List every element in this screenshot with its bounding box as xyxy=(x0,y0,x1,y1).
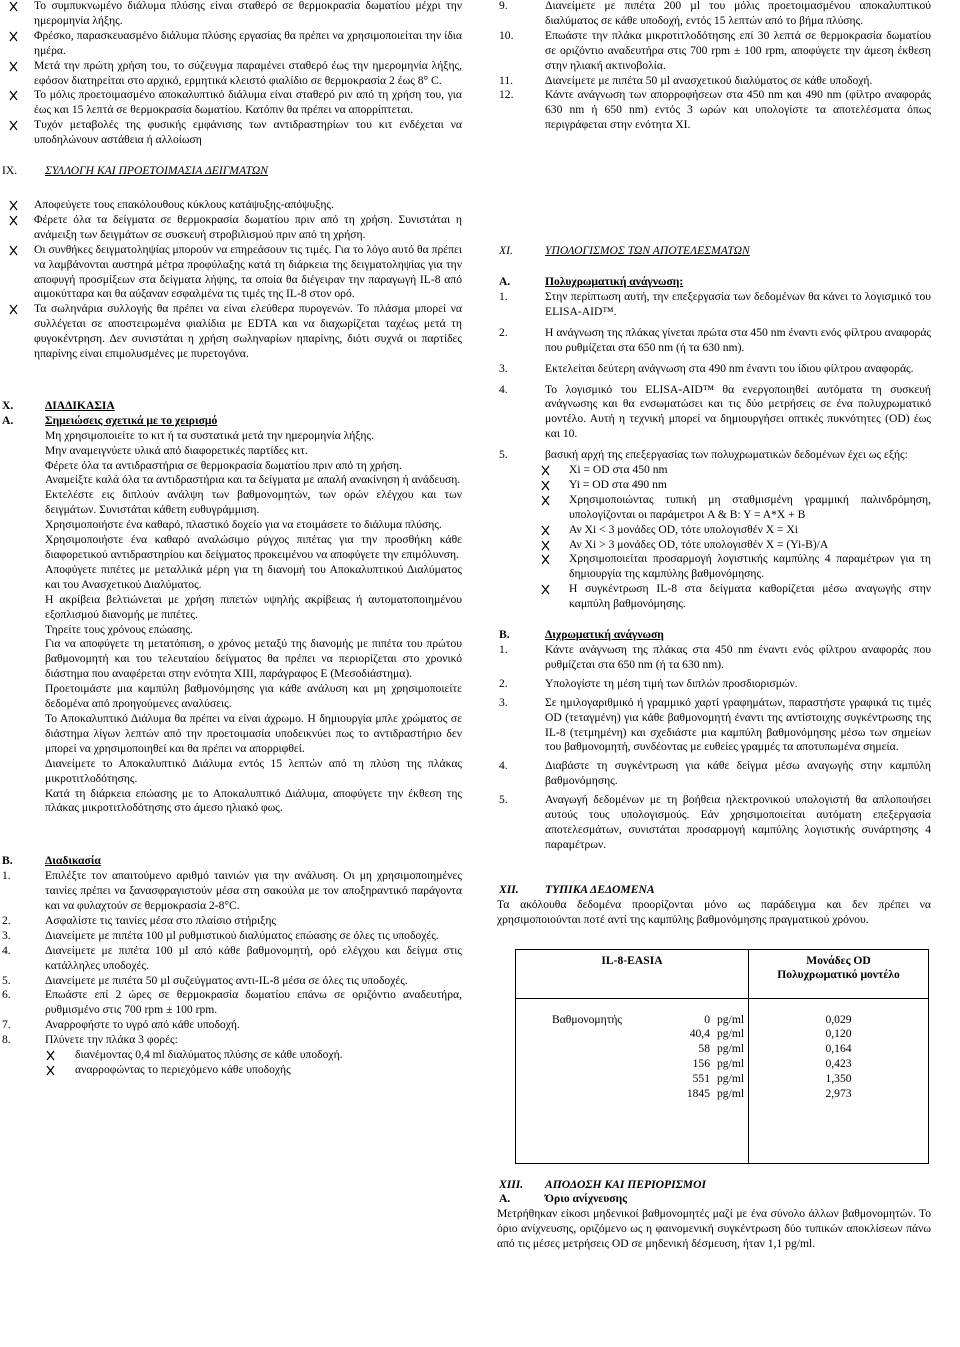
procedure-step xyxy=(0,988,462,1018)
subsection-heading-a xyxy=(497,275,931,290)
step-text: Ασφαλίστε τις ταινίες μέσα στο πλαίσιο στήριξης xyxy=(45,913,276,927)
table-header-assay: IL-8-EASIA xyxy=(516,949,749,998)
bullet-text: Οι συνθήκες δειγματοληψίας μπορούν να επηρεάσουν τις τιμές. Για το λόγο αυτό θα πρέπει να λαμβάνονται αυστηρά μέτρα προφύλαξης κατά τη διάρκεια της δειγματοληψίας για την αποφυγή προσμίξεων στα δείγματα λήψης, τα οποία θα διέγειραν την παραγωγή IL-8 από αιμοκύτταρα και θα αύξαναν εσφαλμένα τις τιμές της IL-8 στον ορό. xyxy=(34,242,462,301)
bullet-item xyxy=(497,552,931,582)
note-paragraph: Το Αποκαλυπτικό Διάλυμα θα πρέπει να είναι άχρωμο. Η δημιουργία μπλε χρώματος σε διάστημα λίγων λεπτών από την προετοιμασία υποδεικνύει πως το αντιδραστήριο δεν μπορεί να χρησιμοποιηθεί και θα πρέπει να απορριφθεί. xyxy=(45,711,462,755)
procedure-step xyxy=(0,1018,462,1033)
calibrator-value: 0 xyxy=(704,1012,710,1026)
step-number: 10. xyxy=(499,28,514,42)
bullet-item xyxy=(497,493,931,523)
od-value: 2,973 xyxy=(825,1087,852,1101)
note-paragraph: Κατά τη διάρκεια επώασης με το Αποκαλυπτικό Διάλυμα, αποφύγετε την έκθεση της πλάκας μικροτιτλοδότησης στο άμεσο ηλιακό φως. xyxy=(45,786,462,815)
step-number: 2. xyxy=(499,676,508,690)
step-number: 8. xyxy=(2,1033,11,1047)
table-row xyxy=(670,1057,744,1072)
bullet-item xyxy=(0,302,462,362)
procedure-step xyxy=(0,914,462,929)
calibrator-label: Βαθμονομητής xyxy=(552,1012,623,1026)
calc-step xyxy=(497,793,931,853)
section-number: XI. xyxy=(499,244,513,258)
step-number: 1. xyxy=(499,643,508,656)
bullet-text: διανέμοντας 0,4 ml διαλύματος πλύσης σε κάθε υποδοχή. xyxy=(75,1048,343,1062)
step-number: 3. xyxy=(2,928,11,942)
note-paragraph: Εκτελέστε εις διπλούν ανάλψη των βαθμονομητών, των ορών ελέγχου και των δειγμάτων. Συνιστάται κάθετη ευθυγράμμιση. xyxy=(45,488,462,517)
procedure-step xyxy=(497,88,931,133)
note-paragraph: Τηρείτε τους χρόνους επώασης. xyxy=(45,622,193,636)
step-number: 5. xyxy=(499,793,508,807)
bullet-icon xyxy=(46,1048,57,1061)
section-heading-xii xyxy=(497,883,931,898)
bullet-text: Φρέσκο, παρασκευασμένο διάλυμα πλύσης εργασίας θα πρέπει να χρησιμοποιείται την ίδια ημέρα. xyxy=(34,28,462,57)
table-row xyxy=(670,1072,744,1087)
calibrator-cell xyxy=(516,998,749,1163)
bullet-item xyxy=(497,463,931,478)
table-row xyxy=(670,1087,744,1102)
dichromatic-steps xyxy=(497,643,931,853)
bullet-icon xyxy=(9,118,20,131)
od-values-cell xyxy=(749,998,929,1163)
bullet-item xyxy=(0,1048,462,1063)
polychromatic-model-label: Πολυχρωματικό μοντέλο xyxy=(777,968,900,982)
calibrator-value: 1845 xyxy=(686,1087,710,1101)
step-text: Διανείμετε με πιπέτα 200 µl του μόλις προετοιμασμένου αποκαλυπτικού διαλύματος σε κάθε υποδοχή, εντός 15 λεπτών από το βήμα πλύσης. xyxy=(545,0,931,27)
step-number: 11. xyxy=(499,73,514,87)
typical-data-intro: Τα ακόλουθα δεδομένα προορίζονται μόνο ως παράδειγμα και δεν πρέπει να χρησιμοποιούνται ποτέ αντί της καμπύλης βαθμονόμησης πραγματικού χρόνου. xyxy=(497,897,931,926)
note-paragraph: Μη χρησιμοποιείτε το κιτ ή τα συστατικά μετά την ημερομηνία λήξης. xyxy=(45,428,374,442)
bullet-icon xyxy=(9,88,20,101)
section-number: XIII. xyxy=(499,1177,524,1191)
bullet-item xyxy=(0,198,462,213)
bullet-item xyxy=(0,0,462,29)
subsection-heading-a xyxy=(497,1192,931,1207)
bullet-item xyxy=(0,118,462,148)
calc-step xyxy=(497,383,931,443)
bullet-icon xyxy=(9,243,20,256)
step-number: 1. xyxy=(499,289,508,303)
section-title: ΑΠΟΔΟΣΗ ΚΑΙ ΠΕΡΙΟΡΙΣΜΟΙ xyxy=(545,1177,706,1191)
procedure-step xyxy=(0,929,462,944)
note-paragraph: Φέρετε όλα τα αντιδραστήρια σε θερμοκρασία δωματίου πριν από τη χρήση. xyxy=(45,458,402,472)
procedure-step xyxy=(0,974,462,989)
calc-step xyxy=(497,677,931,692)
bullet-icon xyxy=(541,552,550,565)
bullet-item xyxy=(0,213,462,243)
step-number: 1. xyxy=(2,869,11,883)
calibrator-unit: pg/ml xyxy=(717,1057,745,1071)
od-value: 0,120 xyxy=(825,1027,852,1041)
calibrator-block xyxy=(520,1013,744,1102)
section-number: X. xyxy=(2,398,14,412)
od-units-label: Μονάδες OD xyxy=(806,953,871,967)
step-number: 2. xyxy=(499,325,508,339)
bullet-text: Αν Xi > 3 μονάδες OD, τότε υπολογισθέν X = (Yi-B)/A xyxy=(569,537,829,551)
subsection-number: B. xyxy=(2,854,13,868)
step-number: 6. xyxy=(2,988,11,1002)
step-text: Πλύνετε την πλάκα 3 φορές: xyxy=(45,1033,178,1047)
calc-step xyxy=(497,643,931,673)
step-text: Στην περίπτωση αυτή, την επεξεργασία των δεδομένων θα κάνει το λογισμικό του ELISA-AID™. xyxy=(545,289,931,318)
note-paragraph: Μην αναμειγνύετε υλικά από διαφορετικές παρτίδες κιτ. xyxy=(45,443,308,457)
bullet-item xyxy=(0,1063,462,1078)
table-header-row xyxy=(516,949,929,998)
table-row xyxy=(670,1013,744,1028)
calc-step xyxy=(497,759,931,789)
bullet-text: Το συμπυκνωμένο διάλυμα πλύσης είναι σταθερό σε θερμοκρασία δωματίου μέχρι την ημερομηνία λήξης. xyxy=(34,0,462,27)
od-value: 0,029 xyxy=(825,1012,852,1026)
od-value: 0,423 xyxy=(825,1057,852,1071)
step-text: Εκτελείται δεύτερη ανάγνωση στα 490 nm έναντι του ίδιου φίλτρου αναφοράς. xyxy=(545,361,914,375)
bullet-icon xyxy=(9,213,20,226)
bullet-text: Φέρετε όλα τα δείγματα σε θερμοκρασία δωματίου πριν από τη χρήση. Συνιστάται η ανάμειξη των δειγμάτων σε συσκευή στροβιλισμού πριν από τη χρήση. xyxy=(34,212,462,241)
bullet-text: Τα σωληνάρια συλλογής θα πρέπει να είναι ελεύθερα πυρογενών. Το πλάσμα μπορεί να συλλέγεται σε αποστειρωμένα φιαλίδια με EDTA και να διαχωρίζεται ταχέως μετά τη φυγοκέντρηση. Δεν συνιστάται η χρήση σωληναρίων ηπαρίνης, διότι συχνά οι παρτίδες ηπαρίνης είναι επιμολυσμένες με πυρετογόνα. xyxy=(34,302,462,361)
section-title: ΣΥΛΛΟΓΗ ΚΑΙ ΠΡΟΕΤΟΙΜΑΣΙΑ ΔΕΙΓΜΑΤΩΝ xyxy=(45,164,268,178)
bullet-icon xyxy=(9,29,20,42)
note-paragraph: Διανείμετε το Αποκαλυπτικό Διάλυμα εντός 15 λεπτών από τη πλύση της πλάκας μικροτιτλοδότησης. xyxy=(45,756,462,785)
subsection-title: Διαδικασία xyxy=(45,854,101,868)
calibrator-unit: pg/ml xyxy=(717,1087,745,1101)
bullet-text: Xi = OD στα 450 nm xyxy=(569,463,668,477)
step-text: βασική αρχή της επεξεργασίας των πολυχρωματικών δεδομένων έχει ως εξής: xyxy=(545,448,908,462)
procedure-step xyxy=(497,74,931,89)
bullet-item xyxy=(497,523,931,538)
calibrator-values xyxy=(670,1013,744,1102)
procedure-step xyxy=(497,0,931,29)
note-paragraph: Αποφύγετε πιπέτες με μεταλλικά μέρη για τη διανομή του Αποκαλυπτικού Διαλύματος και του Ανασχετικού Διαλύματος. xyxy=(45,562,462,591)
subsection-title: Πολυχρωματική ανάγνωση: xyxy=(545,275,684,289)
step-number: 3. xyxy=(499,695,508,709)
subsection-title: Σημειώσεις σχετικά με το χειρισμό xyxy=(45,413,218,427)
step-number: 3. xyxy=(499,361,508,375)
step-text: Αναρροφήστε το υγρό από κάθε υποδοχή. xyxy=(45,1018,240,1032)
section-title: ΥΠΟΛΟΓΙΣΜΟΣ ΤΩΝ ΑΠΟΤΕΛΕΣΜΑΤΩΝ xyxy=(545,244,750,258)
calibrator-value: 58 xyxy=(698,1042,710,1056)
procedure-step xyxy=(0,944,462,974)
od-value: 0,164 xyxy=(825,1042,852,1056)
calc-step xyxy=(497,326,931,356)
subsection-heading-b xyxy=(497,628,931,643)
note-paragraph: Η ακρίβεια βελτιώνεται με χρήση πιπετών υψηλής ακρίβειας ή αυτοματοποιημένου εξοπλισμού διανομής με πιπέτες. xyxy=(45,592,462,621)
step-text: Διανείμετε με πιπέτα 100 µl ρυθμιστικού διαλύματος επώασης σε όλες τις υποδοχές. xyxy=(45,928,439,942)
section-number: XII. xyxy=(499,882,519,896)
step-text: Αναγωγή δεδομένων με τη βοήθεια ηλεκτρονικού υπολογιστή θα απλοποιήσει αυτούς τους υπολογισμούς. Εάν χρησιμοποιείται αυτόματη επεξεργασία αποτελεσμάτων, συνιστάται προσαρμογή καμπύλης λογιστικής συνάρτησης 4 παραμέτρων. xyxy=(545,793,931,851)
polychromatic-steps xyxy=(497,290,931,612)
section-heading-x xyxy=(0,399,462,414)
handling-notes xyxy=(0,429,462,817)
subsection-number: A. xyxy=(499,275,511,289)
bullet-text: Αν Xi < 3 μονάδες OD, τότε υπολογισθέν X = Xi xyxy=(569,522,799,536)
section-heading-xi xyxy=(497,244,931,259)
step-number: 7. xyxy=(2,1018,11,1032)
calibrator-unit: pg/ml xyxy=(717,1012,745,1026)
calibrator-value: 156 xyxy=(692,1057,710,1071)
bullet-icon xyxy=(9,59,20,72)
procedure-steps-continued xyxy=(497,0,931,133)
step-text: Το λογισμικό του ELISA-AID™ θα ενεργοποιηθεί αυτόματα τη συσκευή ανάγνωσης και θα ενσωματώσει και τις δύο μετρήσεις σε ένα πολυχρωματικό μοντέλο. Αυτή η τεχνική μπορεί να δημιουργήσει οπτικές πυκνότητες (OD) έως και 10. xyxy=(545,382,931,441)
bullet-text: Yi = OD στα 490 nm xyxy=(569,477,667,491)
bullet-icon xyxy=(541,478,550,491)
note-paragraph: Αναμείξτε καλά όλα τα αντιδραστήρια και τα δείγματα με απαλή ανακίνηση ή ανάδευση. xyxy=(45,473,461,487)
table-header-od xyxy=(749,949,929,998)
calibrator-value: 40,4 xyxy=(689,1027,710,1041)
step-text: Σε ημιλογαριθμικό ή γραμμικό χαρτί γραφημάτων, παραστήστε γραφικά τις τιμές OD (τεταγμένη) για κάθε βαθμονομητή έναντι της αντίστοιχης συγκέντρωσης της IL-8 (τετμημένη) και σχεδιάστε μια καμπύλη βαθμονόμησης μέσω των σημείων του βαθμονομητή, συνδέοντας με ευθείες γραμμές τα αποτυπωμένα σημεία. xyxy=(545,695,931,754)
subsection-heading-a xyxy=(0,414,462,429)
section-title: ΔΙΑΔΙΚΑΣΙΑ xyxy=(45,398,115,412)
step-text: Επιλέξτε τον απαιτούμενο αριθμό ταινιών για την ανάλυση. Οι μη χρησιμοποιημένες ταινίες πρέπει να ξανασφραγιστούν μέσα στη σακούλα με τον αποξηραντικό παράγοντα και να φυλαχτούν σε θερμοκρασία 2-8°C. xyxy=(45,869,462,913)
calibrator-value: 551 xyxy=(692,1072,710,1086)
typical-data-table xyxy=(515,949,929,1164)
note-paragraph: Χρησιμοποιήστε ένα καθαρό, πλαστικό δοχείο για να ετοιμάσετε το διάλυμα πλύσης. xyxy=(45,518,442,532)
bullet-text: Το μόλις προετοιμασμένο αποκαλυπτικό διάλυμα είναι σταθερό ριν από τη χρήση του, για έως και 15 λεπτά σε θερμοκρασία δωματίου. Κατόπιν θα πρέπει να απορρίπτεται. xyxy=(34,88,462,117)
step-text: Επωάστε την πλάκα μικροτιτλοδότησης επί 30 λεπτά σε θερμοκρασία δωματίου σε οριζόντιο αναδευτήρα στις 700 rpm ± 100 rpm, αποφύγετε την άμεση έκθεση στην ηλιακή ακτινοβολία. xyxy=(545,28,931,72)
calc-step xyxy=(497,362,931,377)
subsection-heading-b xyxy=(0,854,462,869)
bullet-icon xyxy=(541,538,550,551)
step-text: Υπολογίστε τη μέση τιμή των διπλών προσδιορισμών. xyxy=(545,676,798,690)
right-column xyxy=(497,0,931,1252)
subsection-number: A. xyxy=(499,1192,511,1206)
step-text: Διαβάστε τη συγκέντρωση για κάθε δείγμα μέσω αναγωγής στην καμπύλη βαθμονόμησης. xyxy=(545,759,931,788)
step-text: Επωάστε επί 2 ώρες σε θερμοκρασία δωματίου επάνω σε οριζόντιο αναδευτήρα, ρυθμισμένο στις 700 rpm ± 100 rpm. xyxy=(45,988,462,1017)
subsection-number: B. xyxy=(499,628,510,642)
bullet-item xyxy=(0,243,462,303)
bullet-item xyxy=(497,538,931,553)
step-text: Η ανάγνωση της πλάκας γίνεται πρώτα στα 450 nm έναντι ενός φίλτρου αναφοράς που ρυθμίζεται στα 650 nm (ή τα 630 nm). xyxy=(545,325,931,354)
calibrator-unit: pg/ml xyxy=(717,1072,745,1086)
step-text: Κάντε ανάγνωση της πλάκας στα 450 nm έναντι ενός φίλτρου αναφοράς που ρυθμίζεται στα 650 nm (ή τα 630 nm). xyxy=(545,643,931,671)
sec9-bullets xyxy=(0,198,462,362)
note-paragraph: Προετοιμάστε μια καμπύλη βαθμονόμησης για κάθε ανάλυση και μη χρησιμοποιείτε δεδομένα από προηγούμενες αναλύσεις. xyxy=(45,682,462,711)
bullet-icon xyxy=(9,0,20,12)
step-number: 9. xyxy=(499,0,508,12)
bullet-text: Η συγκέντρωση IL-8 στα δείγματα καθορίζεται μέσω αναγωγής στην καμπύλη βαθμονόμησης. xyxy=(569,582,931,611)
calc-step xyxy=(497,290,931,320)
step-number: 12. xyxy=(499,88,514,102)
step-text: Διανείμετε με πιπέτα 50 µl ανασχετικού διαλύματος σε κάθε υποδοχή. xyxy=(545,73,873,87)
od-value: 1,350 xyxy=(825,1072,852,1086)
note-paragraph: Χρησιμοποιήστε ένα καθαρό αναλώσιμο ρύγχος πιπέτας για την προσθήκη κάθε διαφορετικού αντιδραστηρίου και δείγματος προκειμένου να αποφύγετε την επιμόλυνση. xyxy=(45,533,462,561)
step-number: 4. xyxy=(499,759,508,773)
bullet-text: Τυχόν μεταβολές της φυσικής εμφάνισης των αντιδραστηρίων του κιτ ενδέχεται να υποδηλώνουν αστάθεια ή αλλοίωση xyxy=(34,118,462,147)
bullet-item xyxy=(497,582,931,612)
bullet-text: αναρροφώντας το περιεχόμενο κάθε υποδοχής xyxy=(75,1063,291,1076)
procedure-step xyxy=(0,869,462,914)
subsection-title: Διχρωματική ανάγνωση xyxy=(545,628,664,642)
section-title: ΤΥΠΙΚΑ ΔΕΔΟΜΕΝΑ xyxy=(545,882,655,896)
subsection-number: A. xyxy=(2,413,14,427)
bullet-icon xyxy=(9,198,20,211)
table-row xyxy=(670,1042,744,1057)
bullet-text: Αποφεύγετε τους επακόλουθους κύκλους κατάψυξης-απόψυξης. xyxy=(34,197,334,211)
bullet-icon xyxy=(541,582,550,595)
bullet-icon xyxy=(9,302,20,315)
procedure-step xyxy=(497,29,931,74)
subsection-title: Όριο ανίχνευσης xyxy=(545,1192,628,1206)
step-number: 5. xyxy=(2,973,11,987)
bullet-icon xyxy=(541,463,550,476)
step-number: 4. xyxy=(2,943,11,957)
bullet-icon xyxy=(541,493,550,506)
bullet-item xyxy=(0,88,462,118)
step-number: 5. xyxy=(499,448,508,462)
note-paragraph: Για να αποφύγετε τη μετατόπιση, ο χρόνος μεταξύ της διανομής με πιπέτα του πρώτου βαθμονομητή και του τελευταίου δείγματος θα πρέπει να περιορίζεται στο χρονικό διάστημα που αναφέρεται στην ενότητα XIII, παράγραφος E (Μεσοδιάστημα). xyxy=(45,637,462,681)
bullet-icon xyxy=(541,523,550,536)
step-number: 2. xyxy=(2,913,11,927)
calibrator-unit: pg/ml xyxy=(717,1027,745,1041)
left-column xyxy=(0,0,462,1078)
bullet-text: Χρησιμοποιώντας τυπική μη σταθμισμένη γραμμική παλινδρόμηση, υπολογίζονται οι παράμετροι A & B: Y = A*X + B xyxy=(569,492,931,521)
detection-limit-text: Μετρήθηκαν είκοσι μηδενικοί βαθμονομητές μαζί με ένα σύνολο άλλων βαθμονομητών. Το όριο ανίχνευσης, οριζόμενο ως η φαινομενική συγκέντρωση δύο τυπικών αποκλίσεων πάνω από τις μέσες μετρήσεις OD σε μηδενική δέσμευση, ήταν 1,1 pg/ml. xyxy=(497,1207,931,1251)
calc-step xyxy=(497,448,931,463)
calc-step xyxy=(497,696,931,756)
bullet-item xyxy=(0,29,462,59)
top-bullets xyxy=(0,0,462,148)
procedure-steps xyxy=(0,869,462,1078)
bullet-item xyxy=(497,478,931,493)
bullet-text: Μετά την πρώτη χρήση του, το σύζευγμα παραμένει σταθερό έως την ημερομηνία λήξης, εφόσον διατηρείται στο αρχικό, ερμητικά κλειστό φιαλίδιο σε θερμοκρασία 2 έως 8° C. xyxy=(34,58,462,87)
section-heading-xiii xyxy=(497,1178,931,1193)
table-row xyxy=(670,1027,744,1042)
step-text: Διανείμετε με πιπέτα 100 µl από κάθε βαθμονομητή, ορό ελέγχου και δείγμα στις κατάλληλες υποδοχές. xyxy=(45,943,462,972)
table-body-row xyxy=(516,998,929,1163)
calibrator-unit: pg/ml xyxy=(717,1042,745,1056)
step-text: Κάντε ανάγνωση των απορροφήσεων στα 450 nm και 490 nm (φίλτρο αναφοράς 630 nm ή 650 nm) εντός 3 ωρών και υπολογίστε τα αποτελέσματα όπως περιγράφεται στην ενότητα XI. xyxy=(545,88,931,132)
step-text: Διανείμετε με πιπέτα 50 µl συζεύγματος αντι-IL-8 μέσα σε όλες τις υποδοχές. xyxy=(45,973,408,987)
section-number: IX. xyxy=(2,164,18,178)
bullet-item xyxy=(0,59,462,89)
section-heading-ix xyxy=(0,164,462,179)
bullet-icon xyxy=(46,1063,57,1076)
procedure-step xyxy=(0,1033,462,1048)
bullet-text: Χρησιμοποιείται προσαρμογή λογιστικής καμπύλης 4 παραμέτρων για τη δημιουργία της καμπύλης βαθμονόμησης. xyxy=(569,552,931,581)
step-number: 4. xyxy=(499,382,508,396)
